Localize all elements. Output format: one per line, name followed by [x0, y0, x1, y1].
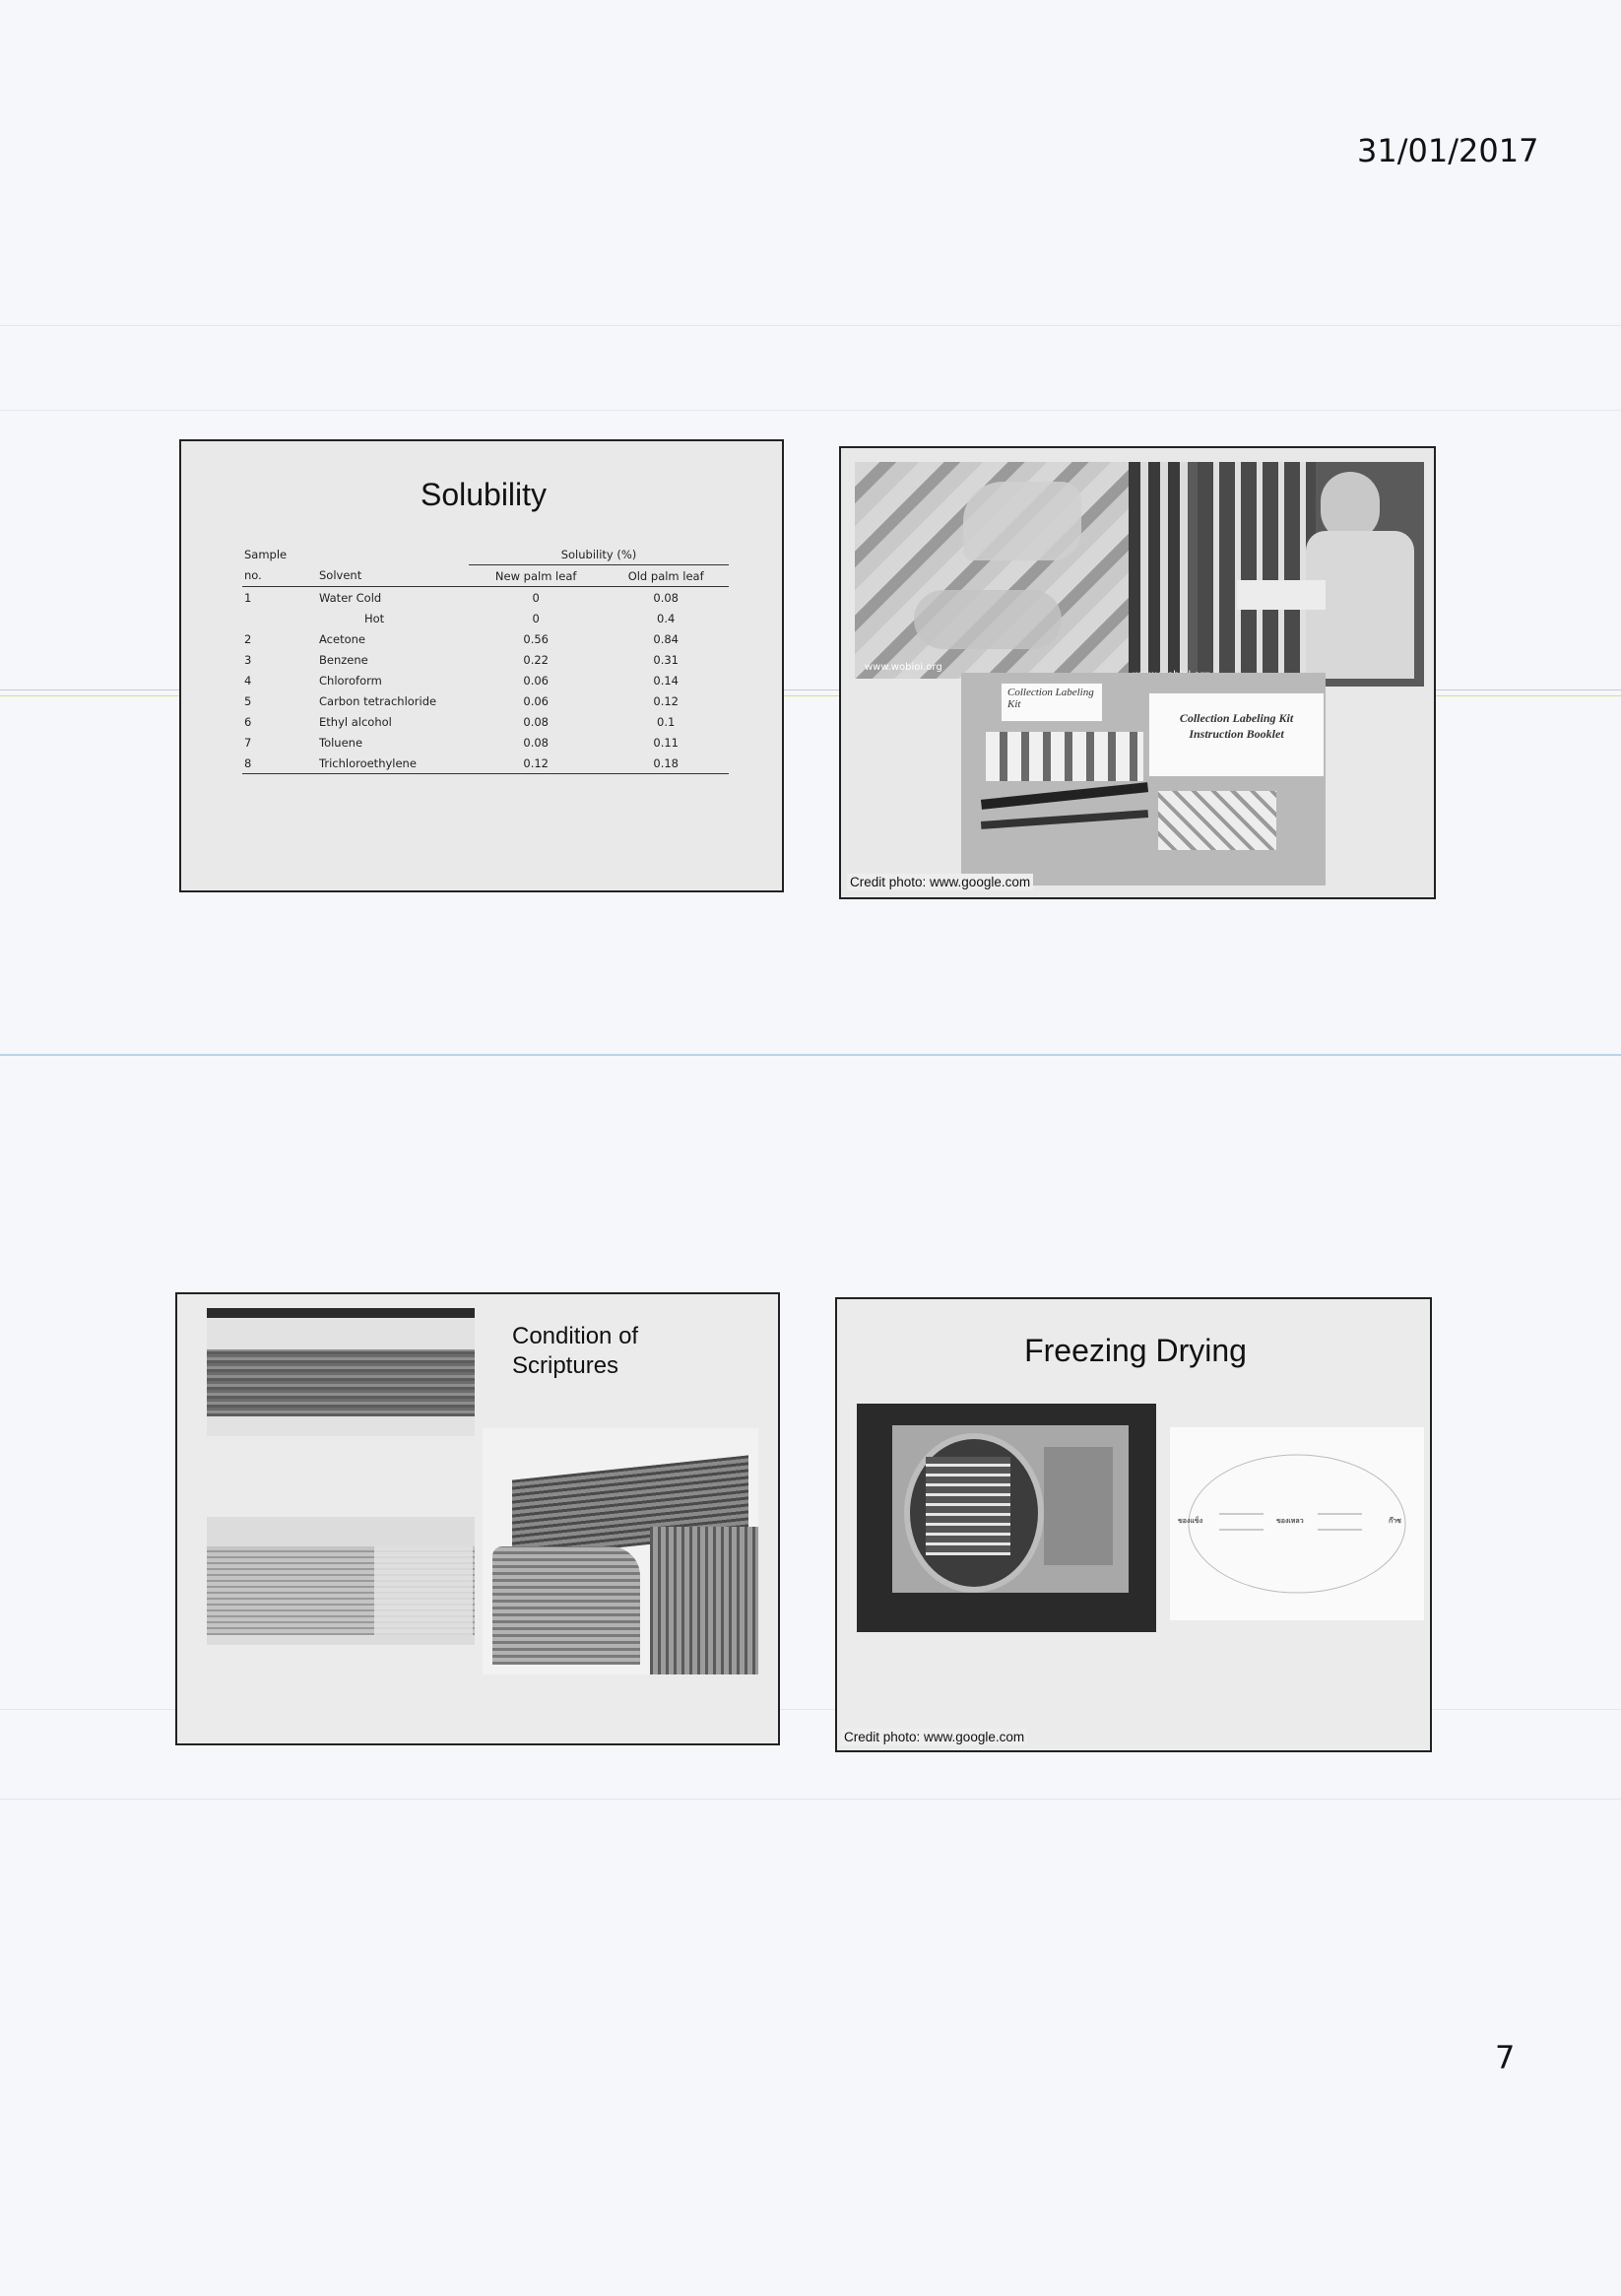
divider — [0, 1054, 1621, 1056]
slide-title: Freezing Drying — [1024, 1333, 1247, 1368]
table-row — [242, 753, 729, 774]
header-sample: Sample — [244, 547, 288, 561]
table-cell: 0.08 — [523, 735, 549, 750]
table-cell: Toluene — [319, 735, 363, 750]
table-cell: 0.31 — [653, 652, 679, 667]
labeling-kit-photo — [961, 673, 1326, 886]
table-cell: 1 — [244, 590, 252, 605]
table-row — [242, 690, 729, 711]
table-cell: 0.84 — [653, 631, 679, 646]
slide-title: Condition of Scriptures — [512, 1323, 639, 1379]
table-cell: 0.06 — [523, 693, 549, 708]
table-cell: 0.11 — [653, 735, 679, 750]
header-new-palm: New palm leaf — [494, 568, 577, 583]
leaf-bottom-photo — [207, 1517, 475, 1645]
damaged-leaf-closeup-photo — [483, 1428, 758, 1674]
slide-photos — [839, 446, 1436, 899]
table-cell: 0.56 — [523, 631, 549, 646]
table-cell: 6 — [244, 714, 252, 729]
table-cell: Chloroform — [319, 673, 382, 688]
table-cell: 0.12 — [653, 693, 679, 708]
table-row — [242, 649, 729, 670]
divider — [0, 410, 1621, 411]
solubility-table — [242, 544, 729, 774]
diagram-label-solid: ของแข็ง — [1178, 1517, 1203, 1525]
slide-solubility — [179, 439, 784, 892]
table-cell: 0.08 — [653, 590, 679, 605]
divider — [0, 1799, 1621, 1800]
hands-photo — [855, 462, 1129, 679]
kit-booklet: Collection Labeling Kit Instruction Booklet — [1148, 692, 1325, 777]
kit-box: Collection Labeling Kit — [1001, 683, 1103, 722]
table-cell: Benzene — [319, 652, 368, 667]
table-cell: Trichloroethylene — [319, 755, 417, 770]
table-cell: 4 — [244, 673, 252, 688]
table-cell: 5 — [244, 693, 252, 708]
table-cell: 0 — [532, 590, 540, 605]
header-solvent: Solvent — [319, 568, 362, 583]
photo-credit: Credit photo: www.google.com — [841, 1729, 1027, 1745]
table-cell: 0.12 — [523, 755, 549, 770]
slide-condition — [175, 1292, 780, 1745]
slide-title: Solubility — [420, 477, 548, 512]
table-cell: 0.18 — [653, 755, 679, 770]
table-cell: Acetone — [319, 631, 365, 646]
table-cell: Water Cold — [319, 590, 382, 605]
page-date: 31/01/2017 — [1357, 132, 1539, 169]
table-row — [242, 732, 729, 753]
table-cell: 0.08 — [523, 714, 549, 729]
table-row — [242, 628, 729, 649]
table-cell: Hot — [364, 611, 385, 625]
diagram-label-gas: ก๊าซ — [1389, 1517, 1401, 1525]
person-photo — [1129, 462, 1424, 687]
table-cell: Carbon tetrachloride — [319, 693, 437, 708]
header-no: no. — [244, 568, 262, 583]
table-cell: 0.06 — [523, 673, 549, 688]
table-cell — [242, 608, 317, 628]
table-row — [242, 670, 729, 690]
table-cell: 0.14 — [653, 673, 679, 688]
table-row — [242, 587, 729, 609]
table-cell: 3 — [244, 652, 252, 667]
table-cell: 7 — [244, 735, 252, 750]
table-cell: 0.4 — [657, 611, 676, 625]
slide-freezing — [835, 1297, 1432, 1752]
table-cell: 0.1 — [657, 714, 676, 729]
damaged-leaf-top-photo — [207, 1308, 475, 1436]
divider — [0, 325, 1621, 326]
header-solubility: Solubility (%) — [469, 544, 729, 565]
diagram-label-liquid: ของเหลว — [1276, 1517, 1304, 1525]
header-old-palm: Old palm leaf — [627, 568, 704, 583]
table-cell: 8 — [244, 755, 252, 770]
watermark: www.wobioi.org — [865, 662, 942, 673]
photo-credit: Credit photo: www.google.com — [847, 874, 1033, 890]
table-cell: 2 — [244, 631, 252, 646]
freeze-dryer-photo — [857, 1404, 1156, 1632]
table-cell: 0.22 — [523, 652, 549, 667]
table-row — [242, 608, 729, 628]
table-row — [242, 711, 729, 732]
table-cell: Ethyl alcohol — [319, 714, 392, 729]
table-cell: 0 — [532, 611, 540, 625]
phase-diagram — [1170, 1427, 1424, 1620]
page-number: 7 — [1495, 2039, 1516, 2076]
